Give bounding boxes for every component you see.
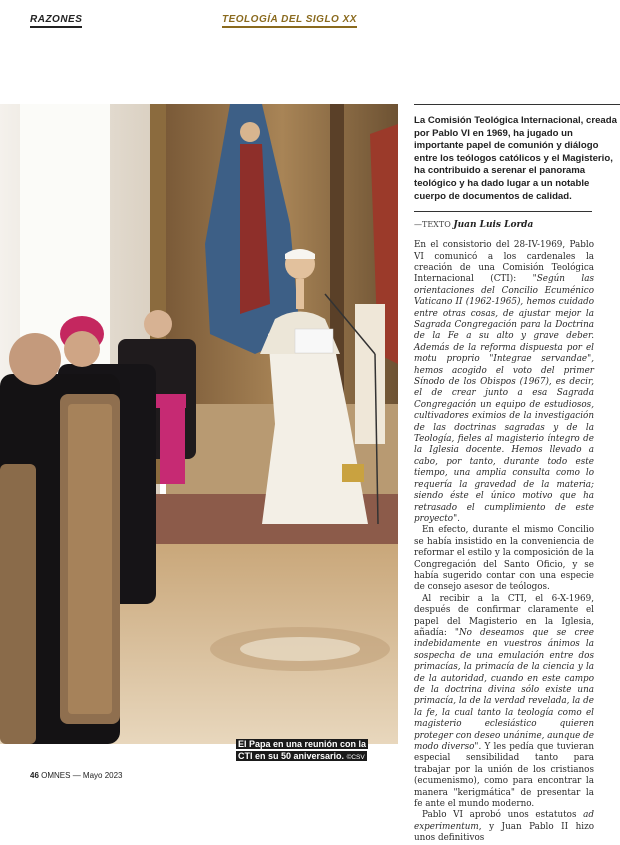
paragraph: En el consistorio del 28-IV-1969, Pablo VI comunicó a los cardenales la creación de una Comisión Teológica Internacional (CTI): "Según las orientaciones del Concilio Ecuménico Vaticano II (1962-1965), hemos cuidado entre otras cosas, de ajustar mejor la Sagrada Congregación para la Doctrina de la Fe a su alto y grave deber. Además de la reforma dispuesta por el motu proprio "Integrae servandae", hemos acogido el voto del primer Sínodo de los Obispos (1967), es decir, el de crear junto a esa Sagrada Congregación un equipo de estudiosos, cultivadores eximios de la investigación de las doctrinas sagradas y de la Teología, fieles al magisterio íntegro de la Iglesia docente. Hemos llevado a cabo, por tanto, durante todo este tiempo, una amplia consulta como lo requería la gravedad de la materia; siendo éste el único motivo que ha retrasado el cumplimiento de este proyecto". [414,240,594,524]
magazine-issue: OMNES — Mayo 2023 [41,771,123,780]
lead-divider [414,211,592,212]
top-divider [414,104,620,105]
paragraph: Pablo VI aprobó unos estatutos ad experimentum, y Juan Pablo II hizo unos definitivos [414,810,594,844]
paragraph: Al recibir a la CTI, el 6-X-1969, después de confirmar claramente el papel del Magisterio en la Iglesia, añadía: "No deseamos que se cree indebidamente en vuestros ánimos la sospecha de una emulación entre dos primacías, la primacía de la ciencia y la de la autoridad, cuando en este campo de la doctrina divina sólo existe una primacía, la de la verdad revelada, la de la fe, la cual tanto la teología como el magisterio eclesiástico quieren proteger con deseo unánime, aunque de modo diverso". Y les pedía que tuvieran especial sensibilidad tanto para trabajar por la unión de los cristianos (ecumenismo), como para encontrar la manera "kerigmática" de presentar la fe ante el mundo moderno. [414,593,595,810]
section-label: RAZONES [30,14,82,28]
byline [414,220,620,230]
page-number: 46 [30,771,39,780]
page-footer [30,771,123,780]
article-lead: La Comisión Teológica Internacional, creada por Pablo VI en 1969, ha jugado un importante papel de comunión y diálogo entre los teólogos católicos y el Magisterio, ha contribuido a serenar el panorama teológico y ha dado lugar a un notable cuerpo de documentos de calidad. [414,115,617,202]
caption-text: El Papa en una reunión con la CTI en su 50 aniversario. [238,739,367,761]
photo-caption [236,738,376,764]
article-photo [0,104,398,744]
author-name: Juan Luis Lorda [453,220,534,231]
article-column [414,104,620,845]
paragraph: En efecto, durante el mismo Concilio se había insistido en la conveniencia de reformar el estilo y la composición de la Congregación del Santo Oficio, y se había sugerido contar con una especie de consejo asesor de teólogos. [414,525,594,593]
series-title: TEOLOGÍA DEL SIGLO XX [222,14,357,28]
photo-credit: ©CSV [346,754,365,761]
byline-label: —TEXTO [414,220,451,230]
article-body [414,240,594,845]
